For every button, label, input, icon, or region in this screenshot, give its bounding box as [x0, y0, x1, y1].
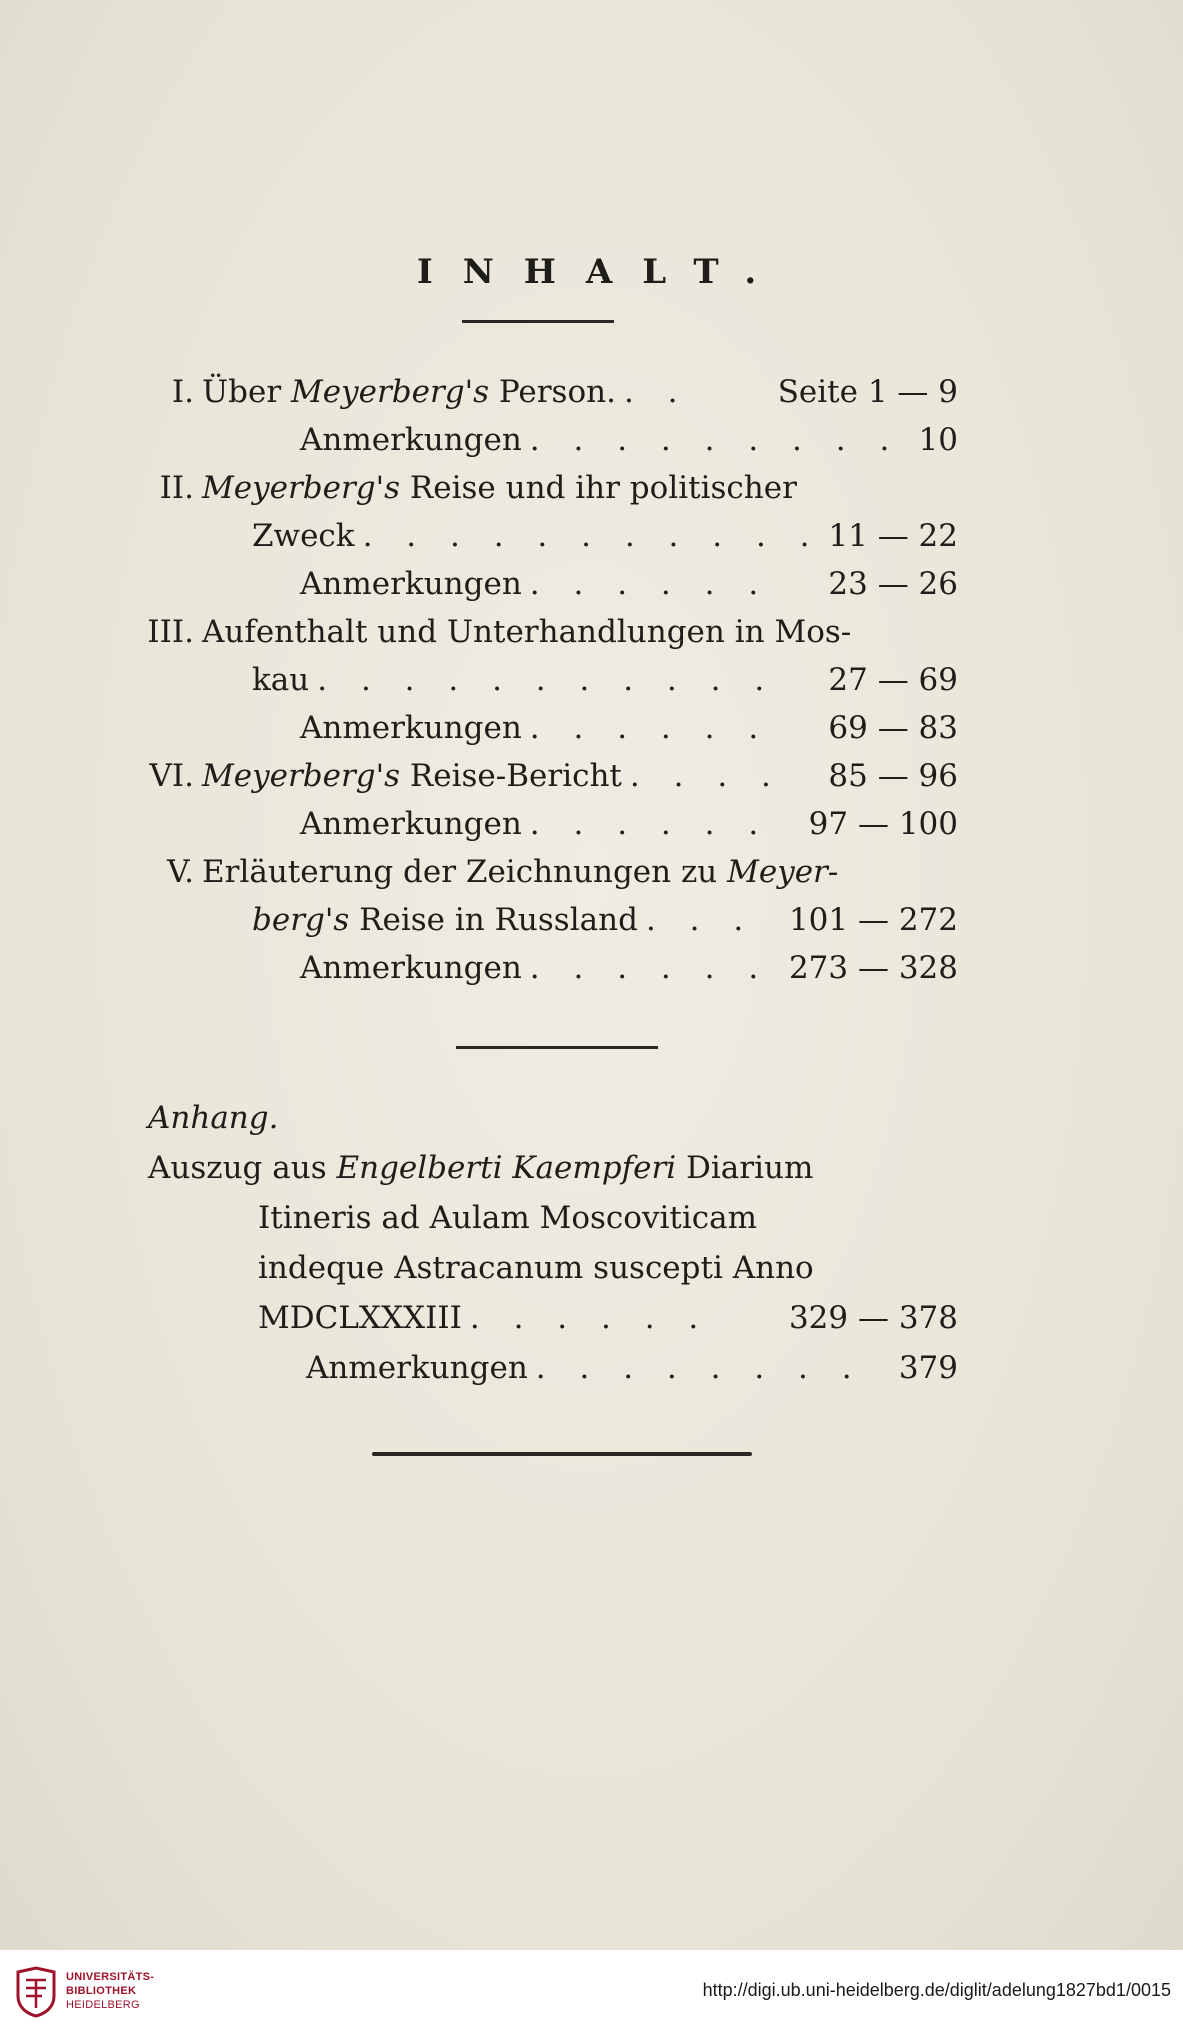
toc-text: Zweck — [252, 518, 355, 554]
appendix-row — [258, 1248, 814, 1288]
toc-pages: 97 — 100 — [808, 806, 958, 842]
toc-pages: 23 — 26 — [828, 566, 958, 602]
title-divider — [462, 320, 614, 323]
toc-row — [252, 900, 755, 940]
toc-text: Aufenthalt und Unterhandlungen in Mos- — [202, 614, 852, 650]
appendix-row — [148, 1148, 813, 1188]
toc-text: Reise in Russland — [349, 902, 638, 938]
toc-text: Anmerkungen — [300, 422, 522, 458]
toc-pages: 85 — 96 — [828, 758, 958, 794]
appendix-text: indeque Astracanum suscepti Anno — [258, 1250, 814, 1286]
toc-text: Meyerberg's — [202, 758, 401, 794]
toc-text: Erläuterung der Zeichnungen zu — [202, 854, 728, 890]
appendix-text: Anmerkungen — [306, 1350, 528, 1386]
end-divider — [372, 1452, 752, 1456]
appendix-leader: . . . . . . — [469, 1300, 711, 1336]
toc-text: Meyer- — [727, 854, 839, 890]
toc-text: Reise und ihr politischer — [400, 470, 797, 506]
toc-number: III. — [147, 614, 194, 650]
toc-text: Meyerberg's — [202, 470, 401, 506]
toc-row — [140, 468, 797, 508]
toc-pages: 10 — [918, 422, 958, 458]
appendix-row — [306, 1348, 864, 1388]
toc-pages: 101 — 272 — [788, 902, 958, 938]
toc-row — [140, 612, 851, 652]
toc-pages: 11 — 22 — [828, 518, 958, 554]
toc-pages: Seite 1 — 9 — [777, 374, 958, 410]
appendix-row — [258, 1198, 757, 1238]
toc-leader: . . . — [645, 902, 756, 938]
toc-text: Person. — [489, 374, 616, 410]
source-url[interactable]: http://digi.ub.uni-heidelberg.de/diglit/adelung1827bd1/0015 — [702, 1980, 1171, 2000]
toc-pages: 69 — 83 — [828, 710, 958, 746]
toc-leader: . . . . . . — [529, 710, 771, 746]
toc-number: I. — [171, 374, 194, 410]
toc-row — [300, 708, 770, 748]
toc-pages: 27 — 69 — [828, 662, 958, 698]
toc-leader: . . — [623, 374, 690, 410]
toc-row — [300, 564, 770, 604]
appendix-pages: 379 — [898, 1350, 958, 1386]
toc-leader: . . . . . . — [529, 950, 771, 986]
toc-text: Anmerkungen — [300, 710, 522, 746]
toc-leader: . . . . . . . . . — [529, 422, 902, 458]
toc-leader: . . . . . . — [529, 566, 771, 602]
appendix-text: Diarium — [676, 1150, 814, 1186]
appendix-text: Engelberti Kaempferi — [336, 1150, 677, 1186]
toc-row — [140, 852, 838, 892]
appendix-row — [258, 1298, 710, 1338]
appendix-text: Itineris ad Aulam Moscoviticam — [258, 1200, 757, 1236]
toc-text: Über — [202, 374, 291, 410]
toc-row — [252, 516, 822, 556]
toc-row — [140, 372, 690, 412]
toc-text: Reise-Bericht — [400, 758, 622, 794]
toc-leader: . . . . — [629, 758, 783, 794]
toc-number: II. — [159, 470, 194, 506]
appendix-leader: . . . . . . . . — [535, 1350, 864, 1386]
toc-row — [140, 756, 783, 796]
toc-leader: . . . . . . — [529, 806, 771, 842]
toc-leader: . . . . . . . . . . . — [362, 518, 822, 554]
toc-text: kau — [252, 662, 310, 698]
toc-row — [300, 804, 770, 844]
appendix-pages: 329 — 378 — [788, 1300, 958, 1336]
page-title: INHALT. — [416, 252, 787, 292]
toc-text: berg's — [252, 902, 350, 938]
toc-leader: . . . . . . . . . . . — [317, 662, 777, 698]
toc-number: VI. — [149, 758, 194, 794]
appendix-text: Auszug aus — [148, 1150, 337, 1186]
toc-row — [300, 420, 901, 460]
appendix-heading: Anhang. — [148, 1100, 279, 1136]
footer-bar — [0, 1950, 1183, 2033]
toc-text: Anmerkungen — [300, 566, 522, 602]
toc-row — [300, 948, 770, 988]
toc-number: V. — [167, 854, 194, 890]
toc-text: Anmerkungen — [300, 806, 522, 842]
toc-divider — [456, 1046, 658, 1049]
library-logo-text: UNIVERSITÄTS- BIBLIOTHEK HEIDELBERG — [66, 1971, 155, 2011]
toc-text: Anmerkungen — [300, 950, 522, 986]
toc-pages: 273 — 328 — [788, 950, 958, 986]
appendix-text: MDCLXXXIII — [258, 1300, 462, 1336]
toc-text: Meyerberg's — [291, 374, 490, 410]
library-logo-icon — [14, 1966, 58, 2018]
toc-row — [252, 660, 776, 700]
